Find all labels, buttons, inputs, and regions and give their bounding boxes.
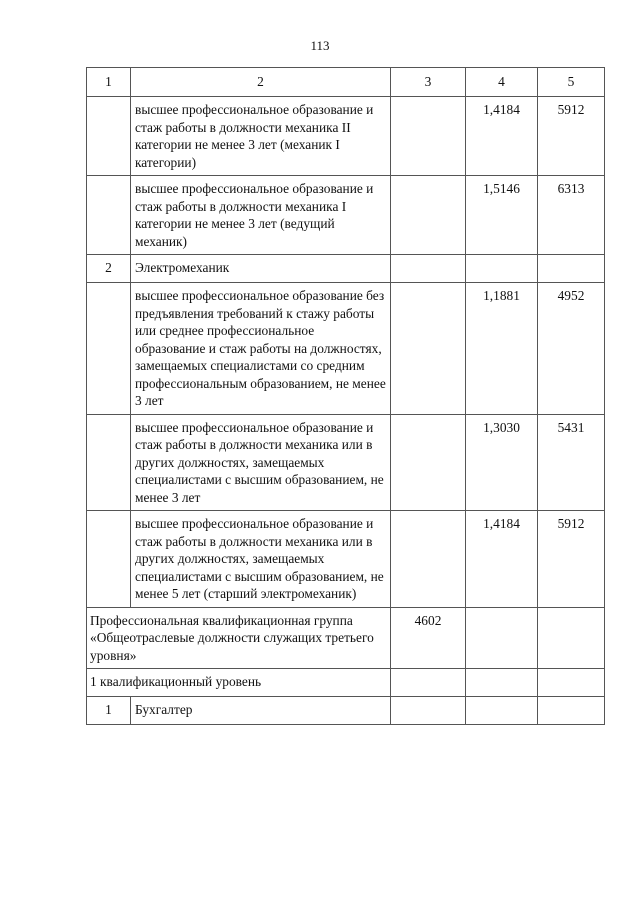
description-cell: высшее профессиональное образование и стаж работы в должности механика II категории не менее 3 лет (механик I категории) [131, 97, 391, 176]
group-title-cell: Профессиональная квалификационная группа «Общеотраслевые должности служащих третьего уровня» [87, 607, 391, 669]
table-header-row [87, 68, 605, 97]
header-cell: 4 [466, 68, 538, 97]
header-cell: 1 [87, 68, 131, 97]
coefficient-cell: 1,5146 [466, 176, 538, 255]
table-row [87, 414, 605, 511]
coefficient-cell: 1,3030 [466, 414, 538, 511]
group-code-cell [391, 283, 466, 415]
salary-cell [538, 255, 605, 283]
salary-cell: 5912 [538, 97, 605, 176]
page-number: 113 [310, 38, 330, 53]
group-code-cell [391, 255, 466, 283]
description-cell: высшее профессиональное образование и стаж работы в должности механика или в других должностях, замещаемых специалистами с высшим образованием, не менее 5 лет (старший электромеханик) [131, 511, 391, 608]
coefficient-cell: 1,1881 [466, 283, 538, 415]
group-code-cell [391, 97, 466, 176]
salary-cell [538, 607, 605, 669]
coefficient-cell: 1,4184 [466, 511, 538, 608]
group-code-cell [391, 176, 466, 255]
description-cell: высшее профессиональное образование и стаж работы в должности механика или в других должностях, замещаемых специалистами с высшим образованием, не менее 3 лет [131, 414, 391, 511]
table-row [87, 607, 605, 669]
level-title-cell: 1 квалификационный уровень [87, 669, 391, 697]
group-code-cell [391, 511, 466, 608]
table-row [87, 255, 605, 283]
number-cell [87, 97, 131, 176]
description-cell: Электромеханик [131, 255, 391, 283]
table-row [87, 97, 605, 176]
group-code-cell [391, 414, 466, 511]
coefficient-cell [466, 607, 538, 669]
salary-cell [538, 669, 605, 697]
group-code-cell [391, 669, 466, 697]
number-cell [87, 511, 131, 608]
coefficient-cell [466, 669, 538, 697]
description-cell: высшее профессиональное образование без предъявления требований к стажу работы или среднее профессиональное образование и стаж работы на должностях, замещаемых специалистами со средним профессиональным образованием, не менее 3 лет [131, 283, 391, 415]
header-cell: 3 [391, 68, 466, 97]
coefficient-cell: 1,4184 [466, 97, 538, 176]
coefficient-cell [466, 697, 538, 725]
number-cell: 1 [87, 697, 131, 725]
group-code-cell [391, 697, 466, 725]
header-cell: 2 [131, 68, 391, 97]
number-cell [87, 283, 131, 415]
table-row [87, 669, 605, 697]
salary-cell [538, 697, 605, 725]
salary-table [86, 67, 605, 725]
salary-cell: 5912 [538, 511, 605, 608]
group-code-cell: 4602 [391, 607, 466, 669]
number-cell [87, 176, 131, 255]
salary-cell: 6313 [538, 176, 605, 255]
coefficient-cell [466, 255, 538, 283]
number-cell: 2 [87, 255, 131, 283]
table-row [87, 511, 605, 608]
description-cell: Бухгалтер [131, 697, 391, 725]
salary-cell: 5431 [538, 414, 605, 511]
header-cell: 5 [538, 68, 605, 97]
number-cell [87, 414, 131, 511]
description-cell: высшее профессиональное образование и стаж работы в должности механика I категории не менее 3 лет (ведущий механик) [131, 176, 391, 255]
table-row [87, 176, 605, 255]
table-row [87, 283, 605, 415]
salary-cell: 4952 [538, 283, 605, 415]
table-row [87, 697, 605, 725]
